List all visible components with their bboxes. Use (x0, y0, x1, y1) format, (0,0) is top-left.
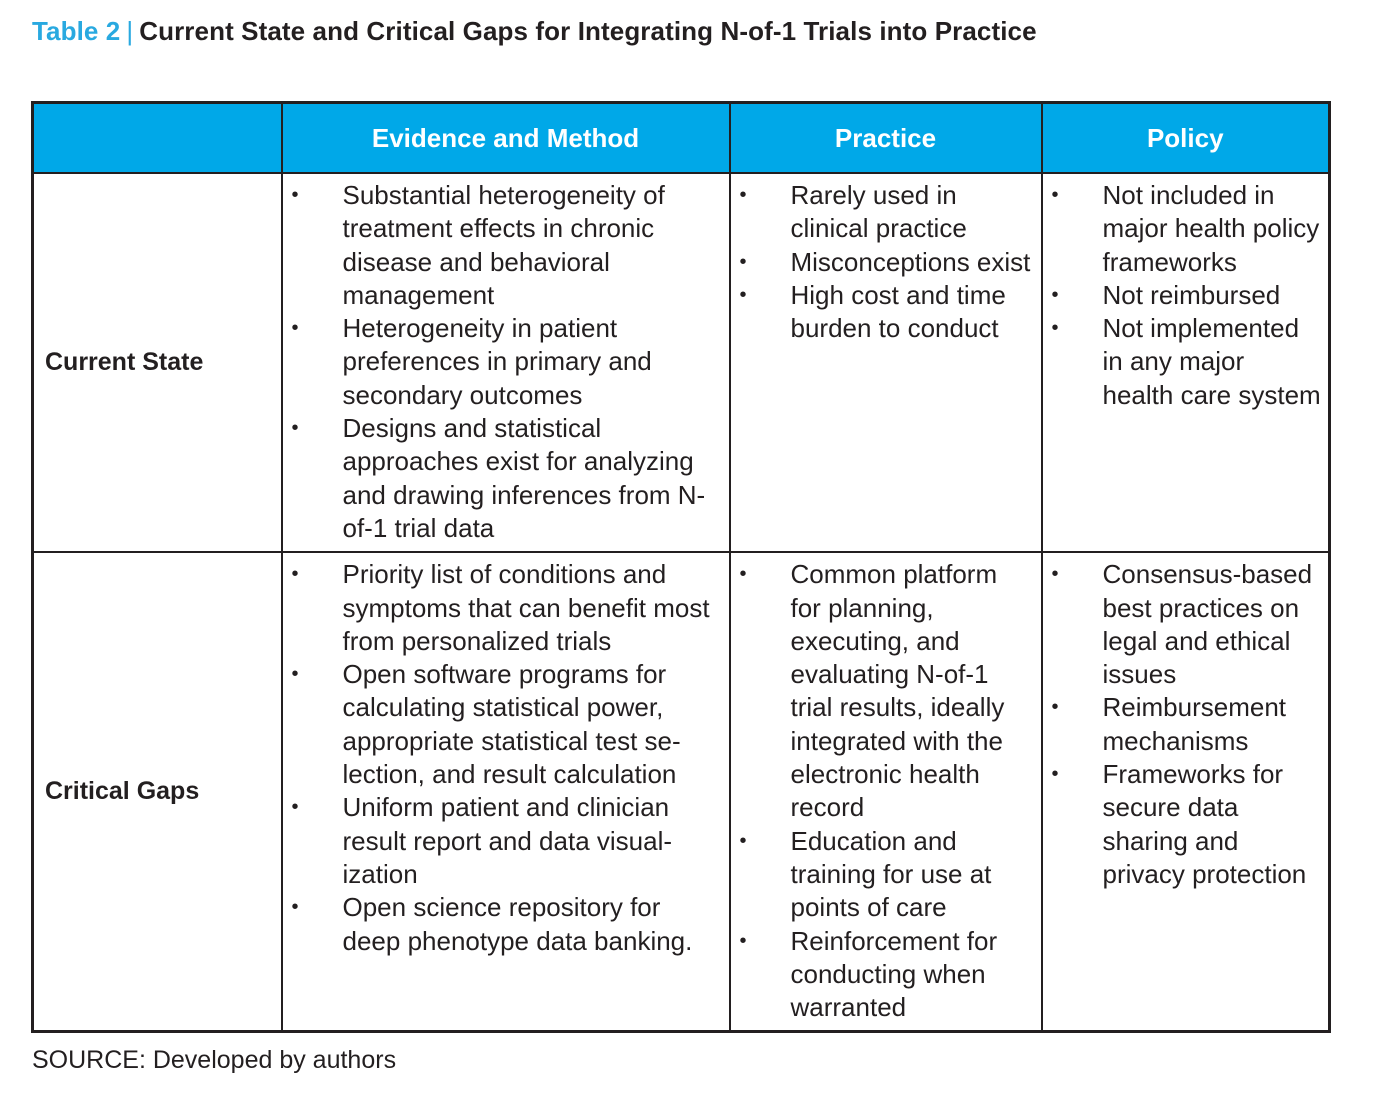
cell-current-state-practice (730, 173, 1042, 552)
list-item: • Reinforcement for conducting when warranted (739, 925, 998, 1023)
bullet-icon: • (291, 184, 299, 206)
header-practice: Practice (730, 103, 1042, 174)
bullet-icon: • (1051, 563, 1059, 586)
bullet-list (283, 553, 729, 964)
header-corner-cell (33, 103, 282, 174)
bullet-icon: • (739, 563, 747, 586)
bullet-list (731, 553, 1041, 1030)
list-item: • Open science repository for deep phenotype data banking. (291, 892, 693, 956)
cell-current-state-policy (1042, 173, 1330, 552)
list-item: • Designs and statistical approaches exist for analyzing and drawing inferences from N-of-1 trial data (291, 413, 706, 543)
bullet-icon: • (1051, 696, 1059, 719)
bullet-icon: • (1051, 763, 1059, 786)
list-item: • Rarely used in clinical practice (739, 180, 967, 244)
bullet-icon: • (291, 317, 299, 340)
title-separator: | (126, 16, 134, 46)
bullet-list (1043, 553, 1329, 897)
table-row-current-state (33, 173, 1330, 552)
row-label-critical-gaps: Critical Gaps (33, 552, 282, 1032)
header-evidence-and-method: Evidence and Method (282, 103, 730, 174)
bullet-icon: • (1051, 283, 1059, 306)
table-row-critical-gaps (33, 552, 1330, 1032)
bullet-list (731, 174, 1041, 351)
row-label-current-state: Current State (33, 173, 282, 552)
list-item: • Consensus-based best practices on legal and ethical issues (1051, 559, 1313, 690)
list-item: • Not reimbursed (1043, 279, 1323, 312)
bullet-list (1043, 174, 1329, 418)
list-item: • Priority list of conditions and symptoms that can benefit most from personalized trials (291, 559, 710, 656)
bullet-icon: • (1051, 317, 1059, 340)
bullet-icon: • (291, 663, 299, 686)
bullet-icon: • (291, 417, 299, 440)
bullet-list (283, 174, 729, 551)
list-item: • Heterogeneity in patient preferences in primary and secondary outcomes (291, 313, 652, 410)
cell-current-state-evidence (282, 173, 730, 552)
bullet-icon: • (291, 563, 299, 586)
list-item: • Open software programs for calculating statistical power, appropriate statistical test se-lection, and result calculation (291, 659, 681, 790)
list-item: • Common platform for planning, executing, and evaluating N-of-1 trial results, ideally integrated with the electronic health record (739, 559, 1005, 823)
list-item: • Not included in major health policy frameworks (1051, 180, 1320, 277)
bullet-icon: • (739, 184, 747, 206)
table-number: Table 2 (32, 16, 121, 46)
list-item: • Substantial heterogeneity of treatment effects in chronic disease and behavioral management (291, 180, 665, 310)
table-title-text: Current State and Critical Gaps for Integrating N-of-1 Trials into Practice (139, 16, 1037, 46)
list-item: • Uniform patient and clinician result report and data visual-ization (291, 792, 673, 889)
bullet-icon: • (739, 283, 747, 306)
list-item: • High cost and time burden to conduct (739, 279, 1006, 344)
table-title (32, 16, 1037, 47)
bullet-icon: • (1051, 184, 1059, 206)
list-item: • Reimbursement mechanisms (1051, 692, 1287, 756)
cell-critical-gaps-policy (1042, 552, 1330, 1032)
bullet-icon: • (739, 250, 747, 273)
list-item: • Not implemented in any major health care system (1051, 313, 1321, 410)
n-of-1-table (31, 101, 1331, 1033)
list-item: • Education and training for use at points of care (739, 825, 992, 923)
bullet-icon: • (739, 829, 747, 852)
cell-critical-gaps-evidence (282, 552, 730, 1032)
source-note: SOURCE: Developed by authors (32, 1046, 397, 1074)
header-row (33, 103, 1330, 174)
bullet-icon: • (291, 796, 299, 819)
list-item: • Misconceptions exist (731, 246, 1035, 279)
list-item: • Frameworks for secure data sharing and privacy protection (1051, 759, 1307, 889)
bullet-icon: • (291, 896, 299, 919)
cell-critical-gaps-practice (730, 552, 1042, 1032)
header-policy: Policy (1042, 103, 1330, 174)
bullet-icon: • (739, 929, 747, 952)
